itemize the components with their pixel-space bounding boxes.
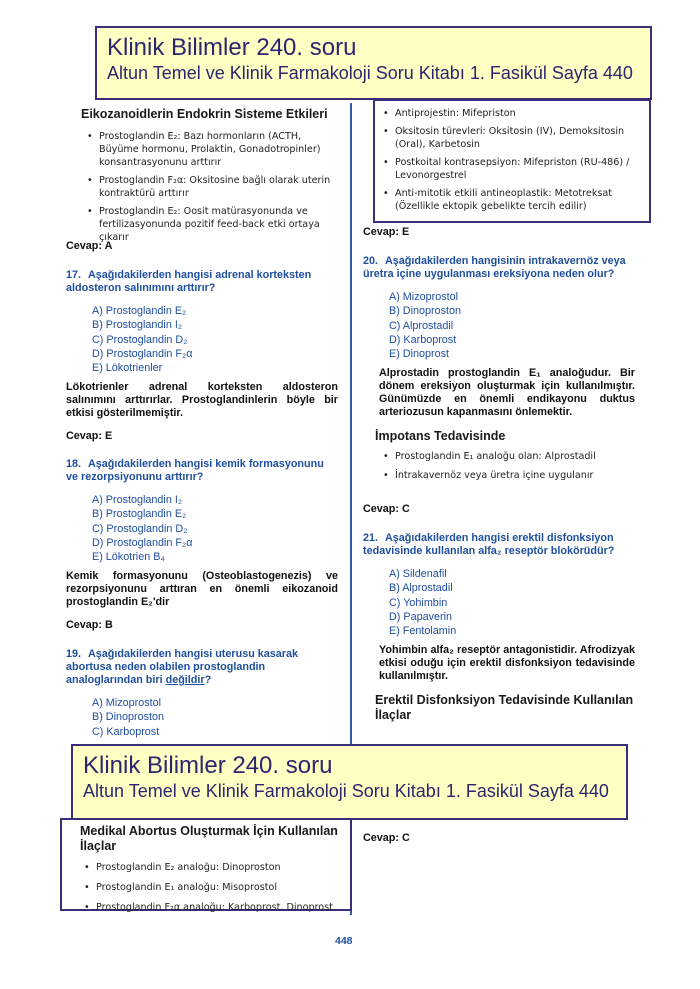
question-18 bbox=[66, 458, 338, 609]
option: E) Lökotrienler bbox=[92, 362, 163, 375]
option: A) Mizoprostol bbox=[389, 291, 458, 303]
section-title: Erektil Disfonksiyon Tedavisinde Kullanılan İlaçlar bbox=[375, 693, 634, 723]
bullet-list bbox=[81, 130, 343, 244]
option-list bbox=[363, 567, 635, 638]
question-text: 18. Aşağıdakilerden hangisi kemik formasyonunu ve rezorpsiyonunu arttırır? bbox=[66, 458, 324, 483]
explanation: Lökotrienler adrenal korteksten aldosteron salınımını arttırırlar. Prostoglandinlerin böyle bir etkisi gösterilmemiştir. bbox=[66, 381, 338, 420]
section-title: Medikal Abortus Oluşturmak İçin Kullanılan İlaçlar bbox=[80, 824, 338, 853]
list-item: • Antiprojestin: Mifepriston bbox=[383, 107, 641, 120]
explanation: Kemik formasyonunu (Osteoblastogenezis) ve rezorpsiyonunu arttıran en önemli eikozanoid prostoglandin E₂'dir bbox=[66, 570, 338, 609]
bullet-list bbox=[363, 450, 635, 482]
list-item: • Prostoglandin E₁ analoğu olan: Alprostadil bbox=[383, 450, 635, 463]
list-item: • Postkoital kontrasepsiyon: Mifepriston (RU-486) / Levonorgestrel bbox=[383, 156, 641, 182]
explanation: Alprostadin prostoglandin E₁ analoğudur. Bir dönem ereksiyon oluşturmak için kullanılmıştır. Günümüzde en önemli endikayonu duktus arteriozusun kapanmasını önlemektir. bbox=[379, 367, 635, 419]
option: E) Dinoprost bbox=[389, 348, 450, 361]
option: D) Prostoglandin F₂α bbox=[92, 347, 193, 360]
underlined-word: değildir bbox=[165, 674, 205, 686]
question-text: 17. Aşağıdakilerden hangisi adrenal korteksten aldosteron salınımını arttırır? bbox=[66, 269, 312, 294]
list-item: • Prostoglandin E₂: Bazı hormonların (ACTH, Büyüme hormonu, Prolaktin, Gonadotropinler) konsantrasyonunu arttırır bbox=[87, 130, 343, 169]
source-banner-top bbox=[95, 26, 652, 100]
option: B) Prostoglandin I₂ bbox=[92, 319, 183, 332]
list-item: • Prostoglandin E₂ analoğu: Dinoproston bbox=[84, 861, 342, 874]
banner-title: Klinik Bilimler 240. soru bbox=[83, 752, 333, 779]
highlight-box-abortus-drugs bbox=[373, 99, 651, 223]
option-list bbox=[66, 696, 338, 739]
list-item: • Prostoglandin F₂α analoğu: Karboprost, Dinoprost bbox=[84, 901, 342, 914]
question-text: 21. Aşağıdakilerden hangisi erektil disfonksiyon tedavisinde kullanılan alfa₂ reseptör blokörüdür? bbox=[363, 532, 615, 557]
explanation: Yohimbin alfa₂ reseptör antagonistidir. Afrodizyak etkisi oduğu için erektil disfonksiyon tedavisinde kullanılmıştır. bbox=[379, 644, 635, 683]
option: B) Dinoproston bbox=[389, 305, 462, 318]
source-banner-bottom bbox=[71, 744, 628, 820]
question-17 bbox=[66, 269, 338, 420]
option: C) Alprostadil bbox=[389, 319, 454, 332]
option-list bbox=[66, 493, 338, 564]
option: E) Fentolamin bbox=[389, 625, 457, 638]
section-endocrine bbox=[81, 107, 343, 244]
section-title: Eikozanoidlerin Endokrin Sisteme Etkileri bbox=[81, 107, 328, 121]
page-number: 448 bbox=[335, 935, 353, 947]
question-20 bbox=[363, 255, 635, 482]
option-list bbox=[66, 304, 338, 375]
highlight-box-medical-abortus bbox=[60, 818, 352, 911]
question-text: 20. Aşağıdakilerden hangisinin intrakavernöz veya üretra içine uygulanması ereksiyona neden olur? bbox=[363, 255, 626, 280]
bullet-list bbox=[80, 861, 342, 914]
option-list bbox=[363, 290, 635, 361]
option: C) Prostoglandin D₂ bbox=[92, 522, 188, 535]
answer-label: Cevap: E bbox=[66, 430, 113, 442]
list-item: • Prostoglandin F₂α: Oksitosine bağlı olarak uterin kontraktürü arttırır bbox=[87, 174, 343, 200]
option: B) Dinoproston bbox=[92, 711, 165, 724]
option: C) Yohimbin bbox=[389, 596, 448, 609]
section-title: İmpotans Tedavisinde bbox=[375, 429, 506, 444]
option: C) Prostoglandin D₂ bbox=[92, 333, 188, 346]
answer-label: Cevap: C bbox=[363, 503, 410, 515]
option: D) Papaverin bbox=[389, 610, 453, 623]
option: B) Prostoglandin E₂ bbox=[92, 508, 187, 521]
option: A) Mizoprostol bbox=[92, 697, 161, 709]
option: B) Alprostadil bbox=[389, 582, 453, 595]
option: E) Lökotrien B₄ bbox=[92, 551, 165, 564]
answer-label: Cevap: E bbox=[363, 226, 410, 238]
banner-subtitle: Altun Temel ve Klinik Farmakoloji Soru Kitabı 1. Fasikül Sayfa 440 bbox=[83, 781, 609, 801]
answer-label: Cevap: C bbox=[363, 832, 410, 844]
list-item: • Prostoglandin E₂: Oosit matürasyonunda ve fertilizasyonunda pozitif feed-back etki ortaya çıkarır bbox=[87, 205, 343, 244]
banner-subtitle: Altun Temel ve Klinik Farmakoloji Soru Kitabı 1. Fasikül Sayfa 440 bbox=[107, 63, 633, 83]
option: A) Prostoglandin I₂ bbox=[92, 494, 183, 506]
answer-label: Cevap: A bbox=[66, 240, 113, 252]
question-text: 19. Aşağıdakilerden hangisi uterusu kasarak abortusa neden olabilen prostoglandin analoglarından biri değildir? bbox=[66, 648, 299, 686]
answer-label: Cevap: B bbox=[66, 619, 113, 631]
question-21 bbox=[363, 532, 635, 723]
option: D) Prostoglandin F₂α bbox=[92, 536, 193, 549]
question-19 bbox=[66, 648, 338, 739]
option: A) Sildenafil bbox=[389, 568, 447, 580]
list-item: • İntrakavernöz veya üretra içine uygulanır bbox=[383, 469, 635, 482]
bullet-list bbox=[383, 107, 641, 213]
list-item: • Oksitosin türevleri: Oksitosin (IV), Demoksitosin (Oral), Karbetosin bbox=[383, 125, 641, 151]
list-item: • Anti-mitotik etkili antineoplastik: Metotreksat (Özellikle ektopik gebelikte tercih edilir) bbox=[383, 187, 641, 213]
option: C) Karboprost bbox=[92, 725, 160, 738]
option: D) Karboprost bbox=[389, 333, 457, 346]
option: A) Prostoglandin E₂ bbox=[92, 305, 187, 317]
banner-title: Klinik Bilimler 240. soru bbox=[107, 34, 357, 61]
list-item: • Prostoglandin E₁ analoğu: Misoprostol bbox=[84, 881, 342, 894]
